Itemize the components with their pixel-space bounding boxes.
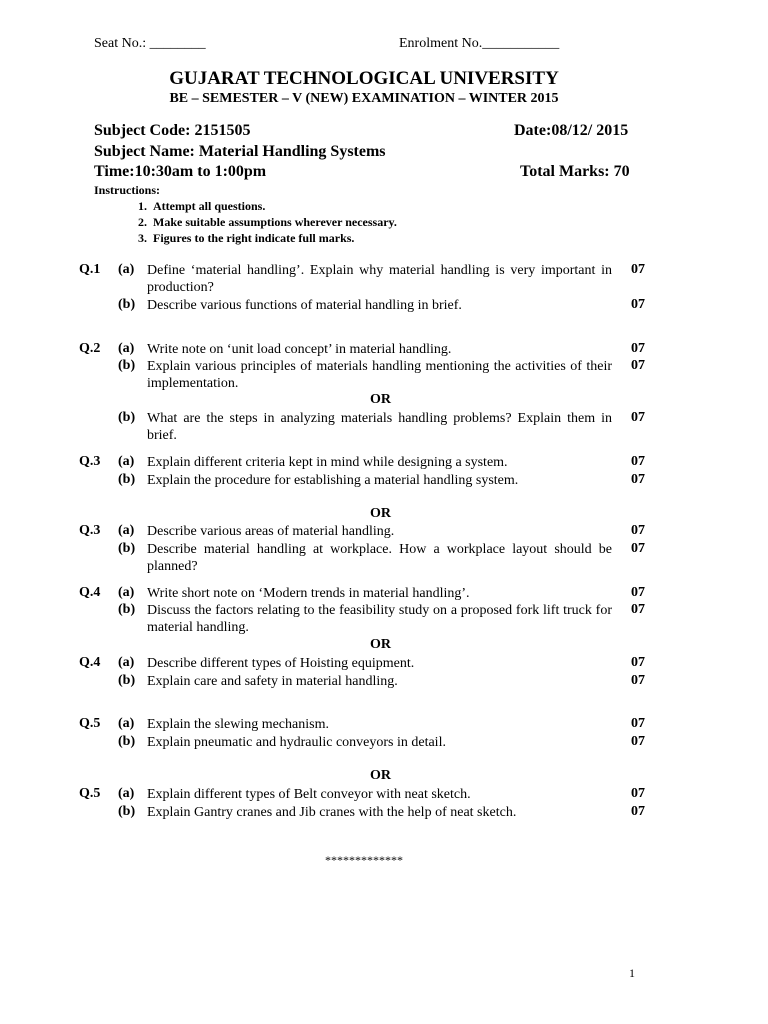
university-title: GUJARAT TECHNOLOGICAL UNIVERSITY bbox=[169, 68, 559, 89]
question-label: Q.3 bbox=[79, 523, 101, 538]
question-label: Q.5 bbox=[79, 786, 101, 801]
part-label: (b) bbox=[118, 541, 136, 556]
page-number: 1 bbox=[629, 966, 635, 980]
marks: 07 bbox=[631, 541, 645, 556]
marks: 07 bbox=[631, 804, 645, 819]
or-divider: OR bbox=[370, 768, 391, 783]
marks: 07 bbox=[631, 716, 645, 731]
marks: 07 bbox=[631, 585, 645, 600]
question-text: Discuss the factors relating to the feasibility study on a proposed fork lift truck for material handling. bbox=[147, 603, 612, 635]
marks: 07 bbox=[631, 673, 645, 688]
marks: 07 bbox=[631, 262, 645, 277]
or-divider: OR bbox=[370, 392, 391, 407]
question-text: Explain the slewing mechanism. bbox=[147, 717, 329, 732]
marks: 07 bbox=[631, 358, 645, 373]
part-label: (a) bbox=[118, 655, 135, 670]
part-label: (b) bbox=[118, 472, 136, 487]
part-label: (a) bbox=[118, 585, 135, 600]
marks: 07 bbox=[631, 655, 645, 670]
or-divider: OR bbox=[370, 637, 391, 652]
question-label: Q.5 bbox=[79, 716, 101, 731]
question-text: Describe various areas of material handling. bbox=[147, 524, 395, 539]
part-label: (a) bbox=[118, 716, 135, 731]
question-text: Define ‘material handling’. Explain why material handling is very important in production? bbox=[147, 263, 612, 295]
marks: 07 bbox=[631, 472, 645, 487]
marks: 07 bbox=[631, 786, 645, 801]
seat-number-field: Seat No.: ________ bbox=[94, 36, 206, 51]
question-text: Explain different criteria kept in mind while designing a system. bbox=[147, 455, 508, 470]
part-label: (a) bbox=[118, 262, 135, 277]
question-text: What are the steps in analyzing materials handling problems? Explain them in brief. bbox=[147, 411, 612, 443]
instruction-item: 2. Make suitable assumptions wherever necessary. bbox=[138, 215, 397, 229]
instructions-heading: Instructions: bbox=[94, 183, 161, 197]
marks: 07 bbox=[631, 602, 645, 617]
instruction-item: 3. Figures to the right indicate full marks. bbox=[138, 231, 355, 245]
question-label: Q.3 bbox=[79, 454, 101, 469]
question-text: Describe various functions of material handling in brief. bbox=[147, 298, 462, 313]
enrolment-number-field: Enrolment No.___________ bbox=[399, 36, 560, 51]
question-text: Explain different types of Belt conveyor with neat sketch. bbox=[147, 787, 471, 802]
marks: 07 bbox=[631, 523, 645, 538]
or-divider: OR bbox=[370, 506, 391, 521]
question-text: Describe different types of Hoisting equipment. bbox=[147, 656, 415, 671]
part-label: (b) bbox=[118, 734, 136, 749]
question-text: Explain pneumatic and hydraulic conveyors in detail. bbox=[147, 735, 446, 750]
subject-name: Subject Name: Material Handling Systems bbox=[94, 143, 386, 160]
part-label: (b) bbox=[118, 804, 136, 819]
part-label: (a) bbox=[118, 523, 135, 538]
subject-code: Subject Code: 2151505 bbox=[94, 122, 251, 139]
question-label: Q.2 bbox=[79, 341, 101, 356]
question-text: Explain care and safety in material handling. bbox=[147, 674, 398, 689]
question-text: Write note on ‘unit load concept’ in material handling. bbox=[147, 342, 452, 357]
part-label: (a) bbox=[118, 341, 135, 356]
marks: 07 bbox=[631, 297, 645, 312]
total-marks: Total Marks: 70 bbox=[520, 163, 630, 180]
end-of-paper-marker: ************* bbox=[325, 853, 403, 867]
question-text: Explain various principles of materials handling mentioning the activities of their implementation. bbox=[147, 359, 612, 391]
exam-date: Date:08/12/ 2015 bbox=[514, 122, 629, 139]
question-label: Q.4 bbox=[79, 655, 101, 670]
part-label: (a) bbox=[118, 786, 135, 801]
marks: 07 bbox=[631, 410, 645, 425]
part-label: (b) bbox=[118, 358, 136, 373]
exam-time: Time:10:30am to 1:00pm bbox=[94, 163, 267, 180]
exam-title: BE – SEMESTER – V (NEW) EXAMINATION – WINTER 2015 bbox=[169, 91, 559, 106]
part-label: (b) bbox=[118, 410, 136, 425]
question-text: Describe material handling at workplace. How a workplace layout should be planned? bbox=[147, 542, 612, 574]
marks: 07 bbox=[631, 454, 645, 469]
instruction-item: 1. Attempt all questions. bbox=[138, 199, 266, 213]
question-text: Explain Gantry cranes and Jib cranes with the help of neat sketch. bbox=[147, 805, 517, 820]
marks: 07 bbox=[631, 341, 645, 356]
marks: 07 bbox=[631, 734, 645, 749]
question-text: Write short note on ‘Modern trends in material handling’. bbox=[147, 586, 470, 601]
question-label: Q.1 bbox=[79, 262, 101, 277]
question-text: Explain the procedure for establishing a material handling system. bbox=[147, 473, 519, 488]
question-label: Q.4 bbox=[79, 585, 101, 600]
part-label: (a) bbox=[118, 454, 135, 469]
part-label: (b) bbox=[118, 673, 136, 688]
part-label: (b) bbox=[118, 297, 136, 312]
part-label: (b) bbox=[118, 602, 136, 617]
